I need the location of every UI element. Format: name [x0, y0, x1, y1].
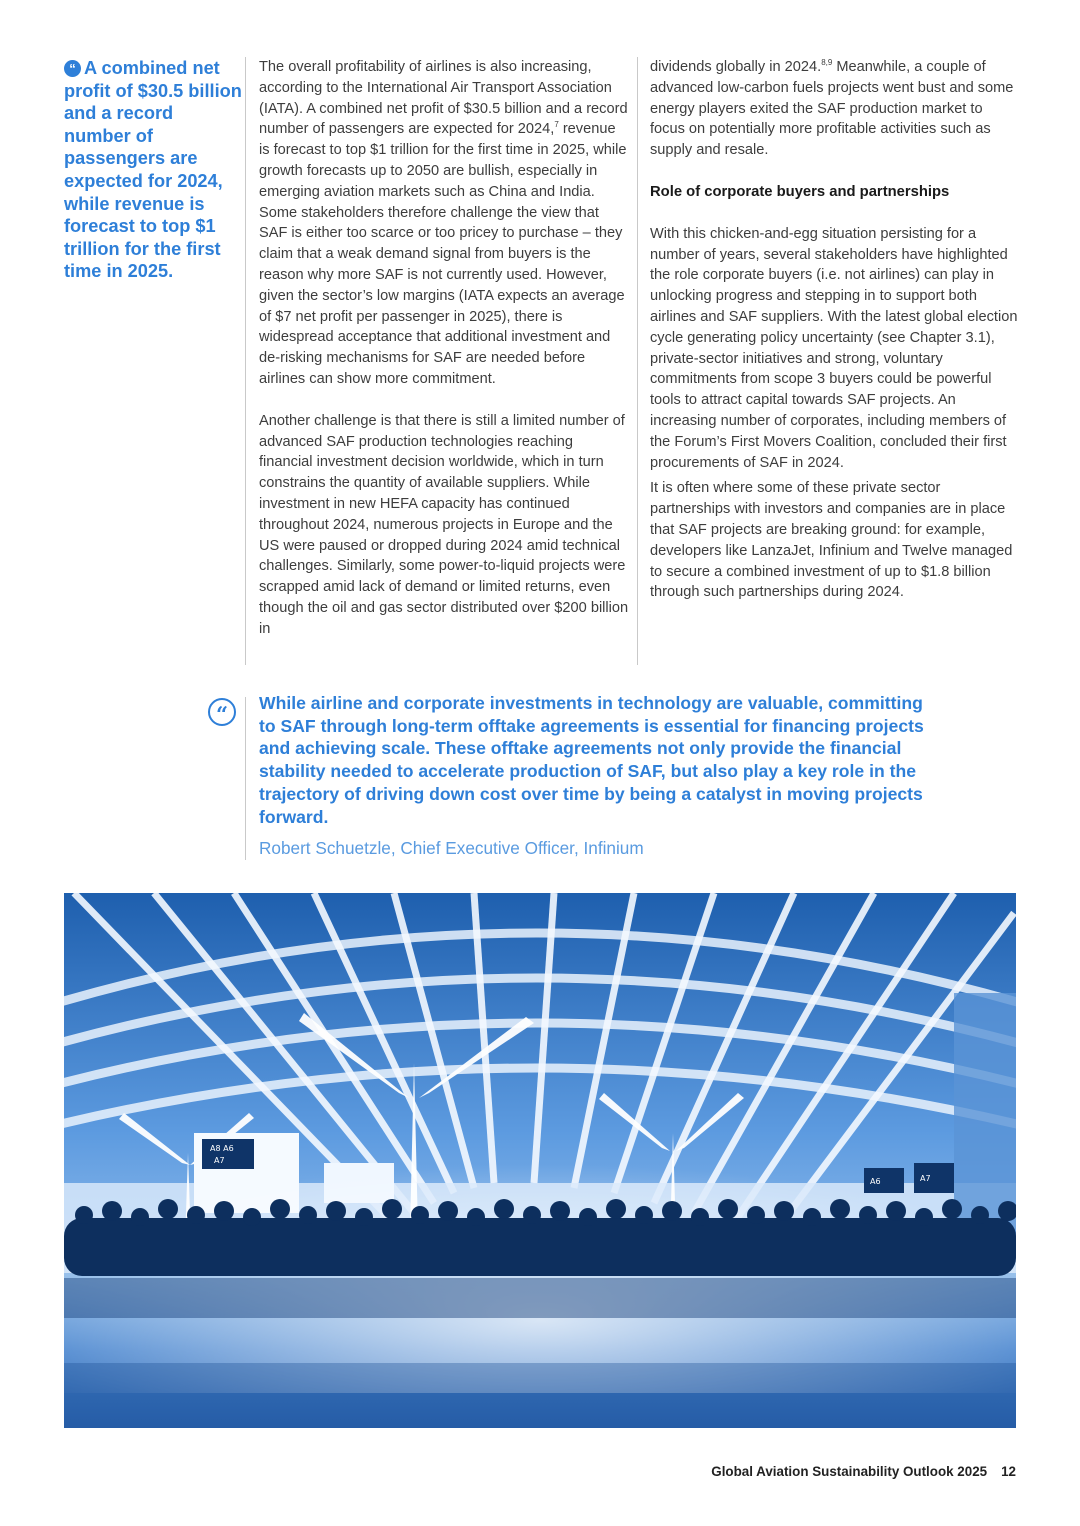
footnote-ref: 7 [554, 120, 559, 130]
paragraph: It is often where some of these private sector partnerships with investors and companies are in place that SAF projects are breaking ground: for example, developers like LanzaJet, Infinium and Twelve managed to secure a combined investment of up to $1.8 billion through such partnerships during 2024. [650, 480, 1013, 601]
column-divider-left [245, 57, 246, 665]
quote-divider [245, 697, 246, 860]
sidebar-pull-quote [64, 57, 244, 283]
footer-title: Global Aviation Sustainability Outlook 2025 [711, 1464, 988, 1479]
sidebar-quote-text: A combined net profit of $30.5 billion and a record number of passengers are expected for 2024, while revenue is forecast to top $1 trillion for the first time in 2025. [64, 58, 242, 282]
testimonial-quote: While airline and corporate investments in technology are valuable, committing to SAF through long-term offtake agreements is essential for financing projects and achieving scale. These offtake agreements not only provide the financial stability needed to accelerate production of SAF, but also play a key role in the trajectory of driving down cost over time by being a catalyst in moving projects forward. [259, 693, 924, 827]
airport-terminal-photo [64, 893, 1016, 1428]
paragraph: The overall profitability of airlines is also increasing, according to the International Air Transport Association (IATA). A combined net profit of $30.5 billion and a record number of passengers are expected for 2024,$^7$ revenue is forecast to top $1 trillion for the first time in 2025, while growth forecasts up to 2050 are bullish, especially in emerging aviation markets such as China and India. Some stakeholders therefore challenge the view that SAF is either too scarce or too pricey to purchase – they claim that a weak demand signal from buyers is the reason why more SAF is not currently used. However, given the sector’s low margins (IATA expects an average of $7 net profit per passenger in 2025), there is widespread acceptance that additional investment and de-risking mechanisms for SAF are needed before airlines can show more commitment. [259, 59, 628, 387]
paragraph: With this chicken-and-egg situation persisting for a number of years, several stakeholders have highlighted the role corporate buyers (i.e. not airlines) can play in unlocking progress and stepping in to support both airlines and SAF suppliers. With the latest global election cycle generating policy uncertainty (see Chapter 3.1), private-sector initiatives and strong, voluntary commitments from scope 3 buyers could be powerful tools to attract capital towards SAF projects. An increasing number of corporates, including members of the Forum’s First Movers Coalition, concluded their first procurements of SAF in 2024. [650, 225, 1018, 471]
paragraph: Another challenge is that there is still a limited number of advanced SAF production technologies reaching financial investment decision worldwide, which in turn constrains the quantity of available suppliers. While investment in new HEFA capacity has continued throughout 2024, numerous projects in Europe and the US were paused or dropped during 2024 amid technical challenges. Similarly, some power-to-liquid projects were scrapped amid lack of demand or limited returns, even though the oil and gas sector distributed over $200 billion in [259, 412, 629, 637]
paragraph: dividends globally in 2024.$^{8,9}$ Meanwhile, a couple of advanced low-carbon fuels projects went bust and some energy players exited the SAF production market to focus on potentially more profitable activities such as supply and resale. [650, 58, 1014, 159]
body-column-1 [259, 57, 629, 640]
quote-icon: “ [64, 60, 81, 77]
quote-circle-icon: “ [208, 698, 236, 726]
page-number: 12 [1001, 1464, 1016, 1479]
quote-attribution: Robert Schuetzle, Chief Executive Officer, Infinium [259, 838, 644, 858]
body-column-2 [650, 57, 1020, 603]
section-heading: Role of corporate buyers and partnerships [650, 183, 950, 200]
page-footer [711, 1464, 1016, 1479]
column-divider-right [637, 57, 638, 665]
footnote-ref: 8,9 [821, 58, 833, 67]
